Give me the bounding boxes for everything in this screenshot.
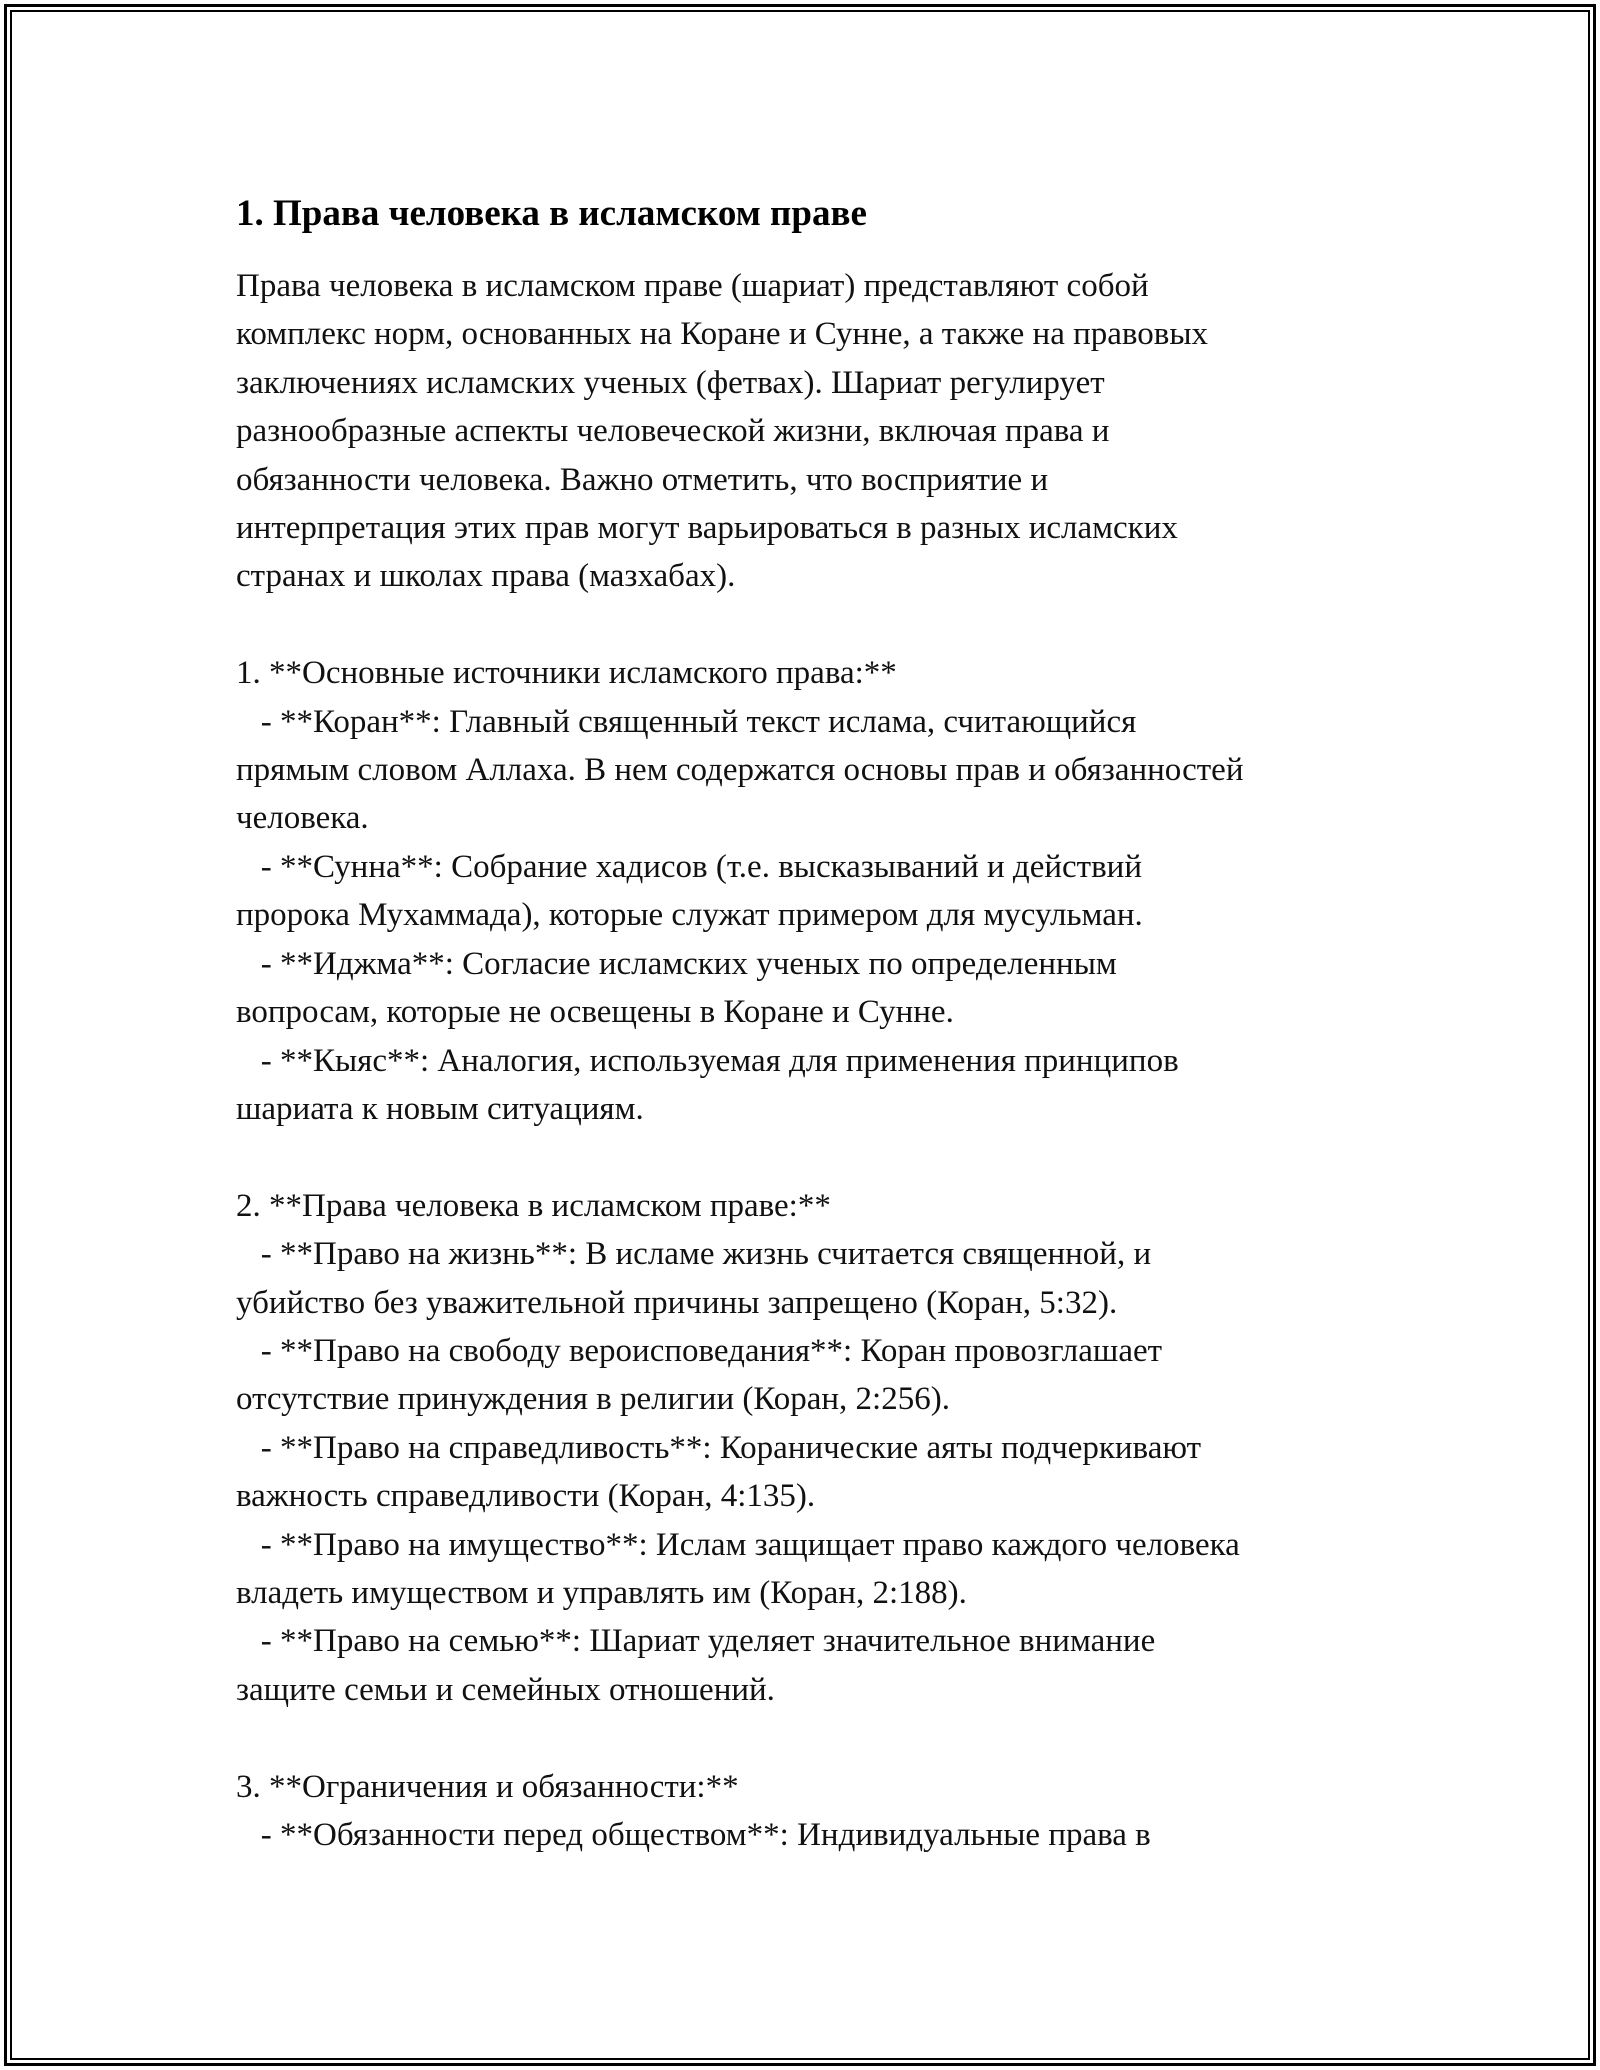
document-content [236,186,1376,1859]
document-title: 1. Права человека в исламском праве [236,193,867,234]
document-body: Права человека в исламском праве (шариат) представляют собой комплекс норм, основанных на Коране и Сунне, а также на правовых заключениях исламских ученых (фетвах). Шариат регулирует разнообразные аспекты человеческой жизни, включая права и обязанности человека. Важно отметить, что восприятие и интерпретация этих прав могут варьироваться в разных исламских странах и школах права (мазхабах). 1. **Основные источники исламского права:** - **Коран**: Главный священный текст ислама, считающийся прямым словом Аллаха. В нем содержатся основы прав и обязанностей человека. - **Сунна**: Собрание хадисов (т.е. высказываний и действий пророка Мухаммада), которые служат примером для мусульман. - **Иджма**: Согласие исламских ученых по определенным вопросам, которые не освещены в Коране и Сунне. - **Кыяс**: Аналогия, используемая для применения принципов шариата к новым ситуациям. 2. **Права человека в исламском праве:** - **Право на жизнь**: В исламе жизнь считается священной, и убийство без уважительной причины запрещено (Коран, 5:32). - **Право на свободу вероисповедания**: Коран провозглашает отсутствие принуждения в религии (Коран, 2:256). - **Право на справедливость**: Коранические аяты подчеркивают важность справедливости (Коран, 4:135). - **Право на имущество**: Ислам защищает право каждого человека владеть имуществом и управлять им (Коран, 2:188). - **Право на семью**: Шариат уделяет значительное внимание защите семьи и семейных отношений. 3. **Ограничения и обязанности:** - **Обязанности перед обществом**: Индивидуальные права в [236,268,1244,1853]
